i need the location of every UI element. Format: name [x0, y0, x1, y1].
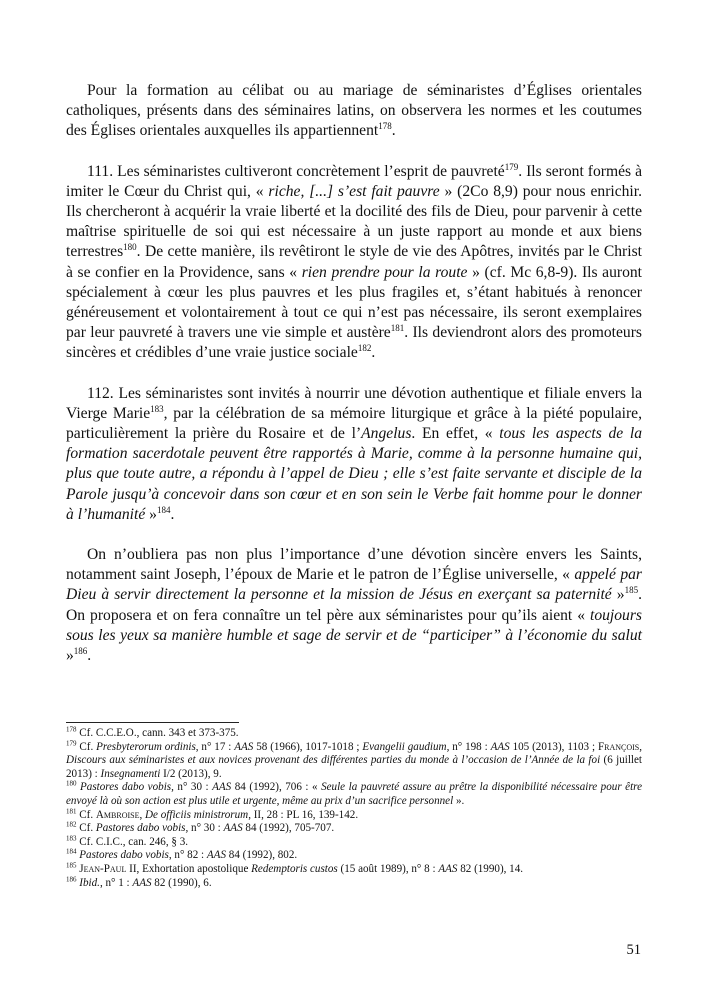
footnote-number: 179 — [66, 738, 77, 747]
footnote-179: $^{179}$ Cf. Presbyterorum ordinis, n° 17 : AAS 58 (1966), 1017-1018 ; Evangelii gaudium, n° 198 : AAS 105 (2013), 1103 ; François, Discours aux séminaristes et aux novices provenant des différentes parties du monde à l’occasion de l’Année de la foi (6 juillet 2013) : Insegnamenti I/2 (2013), 9. — [66, 738, 643, 780]
footnote-182: $^{182}$ Cf. Pastores dabo vobis, n° 30 : AAS 84 (1992), 705-707. — [66, 820, 335, 835]
footnote-number: 180 — [66, 779, 77, 788]
footnote-number: 184 — [66, 847, 77, 856]
footnote-ref: 183 — [150, 403, 164, 414]
footnote-separator — [66, 722, 239, 723]
footnote-ref: 186 — [73, 645, 88, 656]
footnote-number: 178 — [66, 725, 77, 734]
footnote-186: $^{186}$ Ibid., n° 1 : AAS 82 (1990), 6. — [66, 874, 212, 889]
footnote-ref: 182 — [357, 343, 372, 354]
footnote-number: 183 — [66, 834, 77, 843]
paragraph-oriental-churches: Pour la formation au célibat ou au mariage de séminaristes d’Églises orientales catholiques, présents dans des séminaires latins, on observera les normes et les coutumes des Églises orientales auxquelles ils appartiennent$^{178}$. — [66, 82, 642, 140]
footnote-ref: 185 — [624, 585, 639, 596]
footnote-number: 181 — [66, 806, 77, 815]
footnote-184: $^{184}$ Pastores dabo vobis, n° 82 : AAS 84 (1992), 802. — [66, 847, 298, 862]
paragraph-112-marian-devotion: 112. Les séminaristes sont invités à nourrir une dévotion authentique et filiale envers la Vierge Marie$^{183}$, par la célébration de sa mémoire liturgique et grâce à la piété populaire, particulièrement la prière du Rosaire et de l’Angelus. En effet, « tous les aspects de la formation sacerdotale peuvent être rapportés à Marie, comme à la personne humaine qui, plus que toute autre, a répondu à l’appel de Dieu ; elle s’est faite servante et disciple de la Parole jusqu’à concevoir dans son cœur et en son sein le Verbe fait homme pour le donner à l’humanité »$^{184}$. — [66, 384, 642, 523]
footnote-ref: 180 — [123, 242, 137, 253]
footnote-181: $^{181}$ Cf. Ambroise, De officiis ministrorum, II, 28 : PL 16, 139-142. — [66, 806, 359, 821]
footnote-185: $^{185}$ Jean-Paul II, Exhortation apostolique Redemptoris custos (15 août 1989), n° 8 : AAS 82 (1990), 14. — [66, 861, 524, 875]
footnote-ref: 181 — [390, 323, 405, 334]
footnote-number: 186 — [66, 874, 77, 883]
footnote-number: 185 — [66, 861, 77, 870]
footnote-180: $^{180}$ Pastores dabo vobis, n° 30 : AAS 84 (1992), 706 : « Seule la pauvreté assure au prêtre la disponibilité nécessaire pour être envoyé là où son action est plus utile et urgente, même au prix d’un sacrifice personnel ». — [66, 779, 642, 807]
footnote-ref: 184 — [156, 504, 171, 515]
page-number: 51 — [626, 942, 641, 958]
footnotes — [66, 727, 642, 890]
footnote-ref: 178 — [378, 121, 392, 132]
footnote-ref: 179 — [504, 161, 519, 172]
paragraph-saints-devotion: On n’oubliera pas non plus l’importance d’une dévotion sincère envers les Saints, notamment saint Joseph, l’époux de Marie et le patron de l’Église universelle, « appelé par Dieu à servir directement la personne et la mission de Jésus en exerçant sa paternité »$^{185}$. On proposera et on fera connaître un tel père aux séminaristes pour qu’ils aient « toujours sous les yeux sa manière humble et sage de servir et de “participer” à l’économie du salut »$^{186}$. — [66, 546, 642, 665]
footnote-number: 182 — [66, 820, 77, 829]
footnote-178: $^{178}$ Cf. C.C.E.O., cann. 343 et 373-375. — [66, 725, 239, 739]
footnote-183: $^{183}$ Cf. C.I.C., can. 246, § 3. — [66, 834, 189, 848]
paragraph-111-poverty: 111. Les séminaristes cultiveront concrètement l’esprit de pauvreté$^{179}$. Ils seront formés à imiter le Cœur du Christ qui, « riche, [...] s’est fait pauvre » (2Co 8,9) pour nous enrichir. Ils chercheront à acquérir la vraie liberté et la docilité des fils de Dieu, pour parvenir à cette maîtrise spirituelle de soi qui est nécessaire à un juste rapport au monde et aux biens terrestres$^{180}$. De cette manière, ils revêtiront le style de vie des Apôtres, invités par le Christ à se confier en la Providence, sans « rien prendre pour la route » (cf. Mc 6,8-9). Ils auront spécialement à cœur les plus pauvres et les plus fragiles et, s’étant habitués à renoncer généreusement et volontairement à tout ce qui n’est pas nécessaire, ils seront exemplaires par leur pauvreté à travers une vie simple et austère$^{181}$. Ils deviendront alors des promoteurs sincères et crédibles d’une vraie justice sociale$^{182}$. — [66, 161, 643, 362]
body-text — [66, 81, 642, 686]
